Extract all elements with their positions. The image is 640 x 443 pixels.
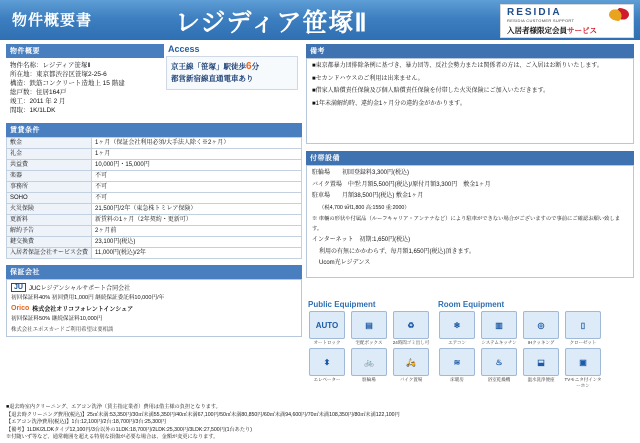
facilities-body [306, 165, 634, 278]
elevator-icon: ⬍ [309, 348, 345, 376]
row-value: 不可 [92, 193, 302, 204]
guarantor-body [6, 279, 302, 337]
document-title: 物件概要書 [12, 12, 93, 29]
row-value: 10,000円・15,000円 [92, 160, 302, 171]
equipment-item [521, 348, 561, 389]
guarantor-terms: 初回保証料50% 継続保証料10,000円 [11, 316, 103, 322]
public-equipment-section [306, 300, 434, 385]
equipment-item [437, 311, 477, 346]
icon-caption: 床暖房 [450, 377, 464, 382]
logo-service-line [507, 25, 597, 36]
overview-row: 物件名称：レジディア笹塚Ⅱ [10, 62, 91, 69]
room-equipment-icons [436, 311, 634, 391]
icon-caption: 24時間ゴミ出し可 [392, 340, 430, 345]
system-kitchen-icon: ▥ [481, 311, 517, 339]
footer-line: 【エアコン洗浄費用(税込)】1台:12,100円/2台:18,700円/3台:25,300円 [6, 419, 167, 426]
overview-section [6, 44, 164, 117]
notes-header: 備考 [306, 44, 634, 58]
notes-body [306, 58, 634, 144]
icon-caption: エレベーター [313, 377, 341, 382]
footer-line: ※付随いず等など、通常範囲を超える特別な損傷が必要な場合は、金額が変更になります。 [6, 434, 219, 441]
floor-heating-icon: ≋ [439, 348, 475, 376]
table-row [7, 215, 302, 226]
public-equipment-icons [306, 311, 434, 385]
table-row [7, 160, 302, 171]
table-row [7, 138, 302, 149]
walk-minutes: 6 [246, 61, 252, 72]
icon-caption: 浴室乾燥機 [487, 377, 511, 382]
table-row [7, 204, 302, 215]
equipment-item [307, 311, 347, 346]
page-header [0, 0, 640, 40]
table-row [7, 193, 302, 204]
equipment-item [391, 348, 431, 383]
table-row [7, 226, 302, 237]
facility-line: ※ 車輛の形状や付属品（ルーフキャリア・アンテナなど）により駐車ができない場合がございますので事前にご確認お願い致します。 [312, 216, 621, 232]
auto-lock-icon: AUTO [309, 311, 345, 339]
footer-notes [6, 404, 634, 442]
equipment-item [563, 348, 603, 389]
room-equipment-title: Room Equipment [438, 300, 505, 309]
facilities-header: 付帯設備 [306, 151, 634, 165]
facility-line: Ucom光レジデンス [319, 260, 371, 266]
closet-icon: ▯ [565, 311, 601, 339]
swirl-icon [609, 8, 629, 21]
row-value: 新賃料の1ヶ月（2年契約・更新可） [92, 215, 302, 226]
equipment-item [349, 311, 389, 346]
guarantor-name: 株式会社オリコフォレントインシュア [32, 307, 134, 313]
facility-line: （税4,700 ម៉ៅ1,800 高:1550 重:2000） [319, 204, 410, 211]
rent-conditions-section [6, 123, 302, 259]
footer-line: 【退去時クリーニング費用(税込)】25㎡未満:53,350円/30㎡未満55,350円/40㎡未満67,100円/50㎡未満80,850円/60㎡未満94,600円/70㎡未満108,350円/80㎡未満122,100円 [6, 411, 400, 418]
note-item: ■借家人賠償責任保険及び個人賠償責任保険を付帯した火災保険にご加入いただきます。 [312, 88, 550, 94]
row-key: 解約予告 [7, 226, 92, 237]
equipment-item [391, 311, 431, 346]
equipment-item [563, 311, 603, 346]
icon-caption: 宅配ボックス [355, 340, 383, 345]
row-key: 共益費 [7, 160, 92, 171]
tv-intercom-icon: ▣ [565, 348, 601, 376]
orico-logo: Orico [11, 305, 30, 312]
row-value: 11,000円(税込)/2年 [92, 248, 302, 259]
row-value: 2ヶ月前 [92, 226, 302, 237]
residia-logo [500, 4, 634, 38]
logo-subtitle: RESIDIA CUSTOMER SUPPORT [507, 18, 575, 23]
icon-caption: クローゼット [569, 340, 597, 345]
overview-row: 構造：鉄筋コンクリート造地上 15 階建 [10, 80, 125, 87]
access-line-tail: 分 [251, 62, 260, 71]
row-key: 火災保険 [7, 204, 92, 215]
equipment-item [437, 348, 477, 389]
row-key: 敷金 [7, 138, 92, 149]
icon-caption: 駐輪場 [362, 377, 376, 382]
facility-line: 駐輪場 初回登録料3,300円(税込) [312, 170, 410, 176]
row-key: 更新料 [7, 215, 92, 226]
facility-line: バイク置場 中型:月額5,500円(税込)/原付月額3,300円 敷金1ヶ月 [312, 181, 491, 188]
public-equipment-title: Public Equipment [308, 300, 376, 309]
row-key: 楽器 [7, 171, 92, 182]
footer-line: ■退去時室内クリーニング、エアコン洗浄（賃主指定業者）費用は借主様の負担となります。 [6, 404, 221, 410]
access-line-2: 都営新宿線直通電車あり [171, 74, 254, 83]
logo-service-highlight: サービス [567, 26, 597, 35]
icon-caption: エアコン [448, 340, 466, 345]
equipment-item [479, 348, 519, 389]
facility-line: 駐車場 月額38,500円(税込) 敷金1ヶ月 [312, 193, 424, 199]
icon-caption: 温水洗浄便座 [527, 377, 555, 382]
guarantor-entry [11, 283, 297, 292]
note-item: ■セカンドハウスのご利用は出来ません。 [312, 75, 424, 82]
washlet-icon: ⬓ [523, 348, 559, 376]
access-line-suffix: 駅徒歩 [223, 62, 246, 71]
note-item: ■東京都暴力団排除条例に基づき、暴力団等、反社会勢力または関係者の方は、ご入居はお断りいたします。 [312, 63, 603, 69]
bath-dryer-icon: ♨ [481, 348, 517, 376]
row-value: 21,500円/2年（東急株トミレア保険） [92, 204, 302, 215]
access-line-prefix: 京王線 [171, 62, 194, 71]
overview-row: 所在地：東京都渋谷区笹塚2-25-6 [10, 71, 107, 78]
equipment-item [479, 311, 519, 346]
property-title: レジディア笹塚Ⅱ [175, 9, 368, 37]
right-column [306, 44, 634, 278]
guarantor-header: 保証会社 [6, 265, 302, 279]
row-value: 不可 [92, 182, 302, 193]
air-conditioner-icon: ❄ [439, 311, 475, 339]
equipment-item [307, 348, 347, 383]
equipment-item [521, 311, 561, 346]
icon-caption: バイク置場 [399, 377, 423, 382]
guarantor-entry [11, 304, 297, 313]
bicycle-parking-icon: 🚲 [351, 348, 387, 376]
facility-line: インターネット 初期:1,650円(税込) [312, 237, 411, 243]
note-item: ■1年未満解約時、違約金1ヶ月分の違約金がかかります。 [312, 100, 466, 107]
row-value: 23,100円(税込) [92, 237, 302, 248]
row-key: 事務所 [7, 182, 92, 193]
row-key: 礼金 [7, 149, 92, 160]
facility-line: 利用の有無にかかわらず、毎月額1,650円(税込)頂きます。 [319, 248, 476, 255]
juc-logo: JU [11, 283, 26, 292]
row-key: SOHO [7, 193, 92, 204]
access-station: 「笹塚」 [193, 62, 224, 71]
overview-body [6, 58, 164, 117]
notes-section [306, 44, 634, 144]
icon-caption: IHクッキング [527, 340, 555, 345]
icon-caption: システムキッチン [481, 340, 517, 345]
logo-brand: RESIDIA [507, 7, 562, 18]
overview-row: 竣工：2011 年 2 月 [10, 98, 66, 105]
guarantor-note: 株式会社エポスカードご利用希望は要相談 [11, 327, 114, 333]
room-equipment-section [436, 300, 634, 391]
motorbike-parking-icon: 🛵 [393, 348, 429, 376]
access-title: Access [168, 44, 200, 54]
guarantor-name: JUCレジデンシャルサポート合同会社 [28, 286, 131, 292]
guarantor-section [6, 265, 302, 337]
equipment-item [349, 348, 389, 383]
icon-caption: オートロック [313, 340, 341, 345]
facilities-section [306, 151, 634, 278]
overview-row: 総戸数：住居164戸 [10, 89, 67, 96]
row-key: 鍵交換費 [7, 237, 92, 248]
row-key: 入居者保証会社サービス会費 [7, 248, 92, 259]
guarantor-terms: 初回保証料40% 初回費用1,000円 継続保証委託料10,000円/年 [11, 295, 165, 301]
icon-caption: TVモニタ付インターホン [564, 377, 602, 388]
footer-line: 【備考】1LDK/2LDKタイプ12,100円/3台以外の1LDK:18,700円/2LDK:25,300円/3LDK:27,500円(1台あたり) [6, 426, 252, 433]
trash-room-icon: ♻ [393, 311, 429, 339]
rent-conditions-table [6, 137, 302, 259]
table-row [7, 248, 302, 259]
overview-row: 間取：1K/1LDK [10, 107, 56, 114]
row-value: 1ヶ月（保証会社利用必須/大手法人除く※2ヶ月） [92, 138, 302, 149]
left-column [6, 44, 302, 337]
table-row [7, 149, 302, 160]
row-value: 1ヶ月 [92, 149, 302, 160]
table-row [7, 182, 302, 193]
rent-conditions-header: 賃貸条件 [6, 123, 302, 137]
overview-header: 物件概要 [6, 44, 164, 58]
logo-service-prefix: 入居者様限定会員 [507, 26, 567, 35]
delivery-box-icon: ▤ [351, 311, 387, 339]
row-value: 不可 [92, 171, 302, 182]
ih-stove-icon: ◎ [523, 311, 559, 339]
table-row [7, 237, 302, 248]
table-row [7, 171, 302, 182]
